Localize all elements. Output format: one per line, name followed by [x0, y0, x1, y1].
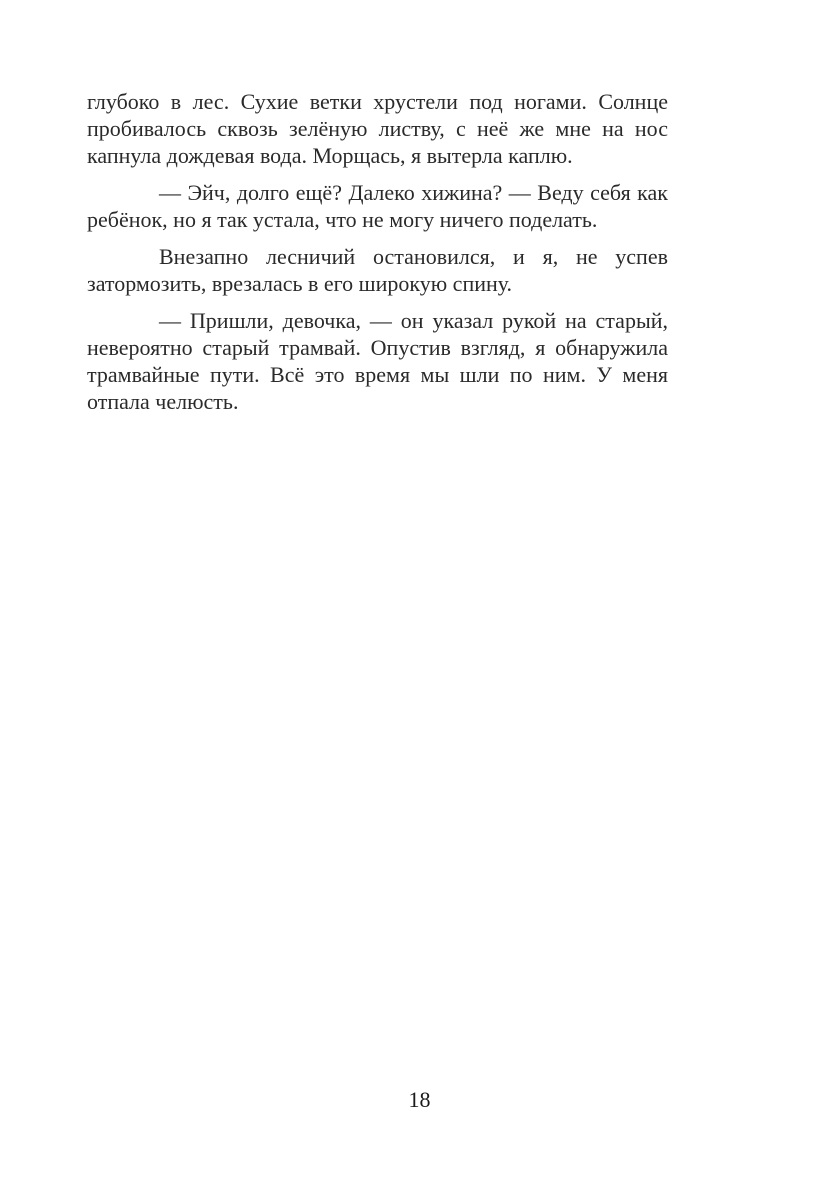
- paragraph: — Пришли, девочка, — он указал рукой на старый, невероятно старый трамвай. Опустив взгляд, я обнаружила трамвайные пути. Всё это время мы шли по ним. У меня отпала челюсть.: [87, 308, 668, 414]
- page-number: 18: [408, 1087, 431, 1112]
- paragraph: Внезапно лесничий остановился, и я, не успев затормозить, врезалась в его широкую спину.: [87, 244, 668, 296]
- body-text: [87, 88, 668, 425]
- paragraph: глубоко в лес. Сухие ветки хрустели под ногами. Солнце пробивалось сквозь зелёную листву, с неё же мне на нос капнула дождевая вода. Морщась, я вытерла каплю.: [87, 89, 668, 168]
- paragraph: — Эйч, долго ещё? Далеко хижина? — Веду себя как ребёнок, но я так устала, что не могу ничего поделать.: [87, 180, 668, 232]
